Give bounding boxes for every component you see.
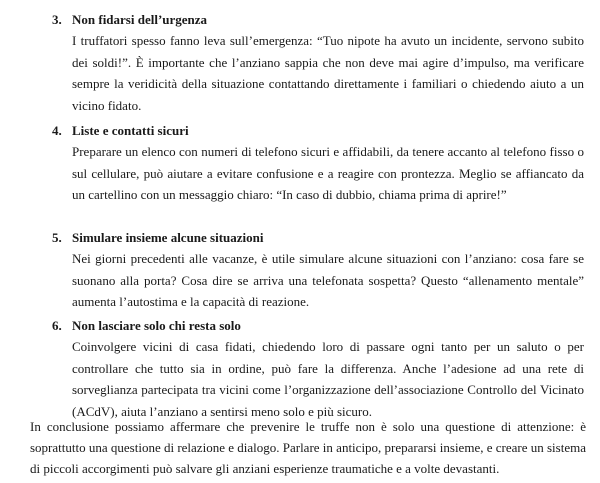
section-body: Coinvolgere vicini di casa fidati, chiedendo loro di passare ogni tanto per un saluto o per controllare che tutto sia in ordine, può fare la differenza. Anche l’adesione ad una rete di sorveglianza partecipata tra vicini come l’organizzazione dell’associazione Controllo del Vicinato (ACdV), aiuta l’anziano a sentirsi meno solo e più sicuro. <box>72 339 584 419</box>
section-number: 3. <box>52 12 62 27</box>
section-4 <box>52 123 584 206</box>
section-body: Preparare un elenco con numeri di telefono sicuri e affidabili, da tenere accanto al telefono fisso o sul cellulare, può aiutare a evitare confusione e a reagire con prontezza. Meglio se affiancato da un cartellino con un messaggio chiaro: “In caso di dubbio, chiama prima di aprire!” <box>72 144 584 202</box>
section-heading <box>52 123 584 141</box>
section-number: 6. <box>52 318 62 333</box>
section-title: Non fidarsi dell’urgenza <box>72 12 208 27</box>
section-heading <box>52 230 584 248</box>
section-body: Nei giorni precedenti alle vacanze, è utile simulare alcune situazioni con l’anziano: cosa fare se suonano alla porta? Cosa dire se arriva una telefonata sospetta? Questo “allenamento mentale” aumenta l’autostima e la capacità di reazione. <box>72 251 584 309</box>
section-number: 5. <box>52 230 62 245</box>
section-5 <box>52 230 584 313</box>
section-6 <box>52 318 584 422</box>
section-number: 4. <box>52 123 62 138</box>
section-body: I truffatori spesso fanno leva sull’emergenza: “Tuo nipote ha avuto un incidente, servono subito dei soldi!”. È importante che l’anziano sappia che non deve mai agire d’impulso, ma verificare sempre la veridicità della situazione contattando direttamente i familiari o chiedendo aiuto a un vicino fidato. <box>72 33 584 113</box>
section-heading <box>52 12 584 30</box>
section-3 <box>52 12 584 116</box>
section-title: Liste e contatti sicuri <box>72 123 189 138</box>
section-heading <box>52 318 584 336</box>
section-title: Non lasciare solo chi resta solo <box>72 318 241 333</box>
section-title: Simulare insieme alcune situazioni <box>72 230 264 245</box>
conclusion-paragraph: In conclusione possiamo affermare che prevenire le truffe non è solo una questione di attenzione: è soprattutto una questione di relazione e dialogo. Parlare in anticipo, prepararsi insieme, e creare un sistema di piccoli accorgimenti può salvare gli anziani esperienze traumatiche e a volte devastanti. <box>30 419 586 476</box>
